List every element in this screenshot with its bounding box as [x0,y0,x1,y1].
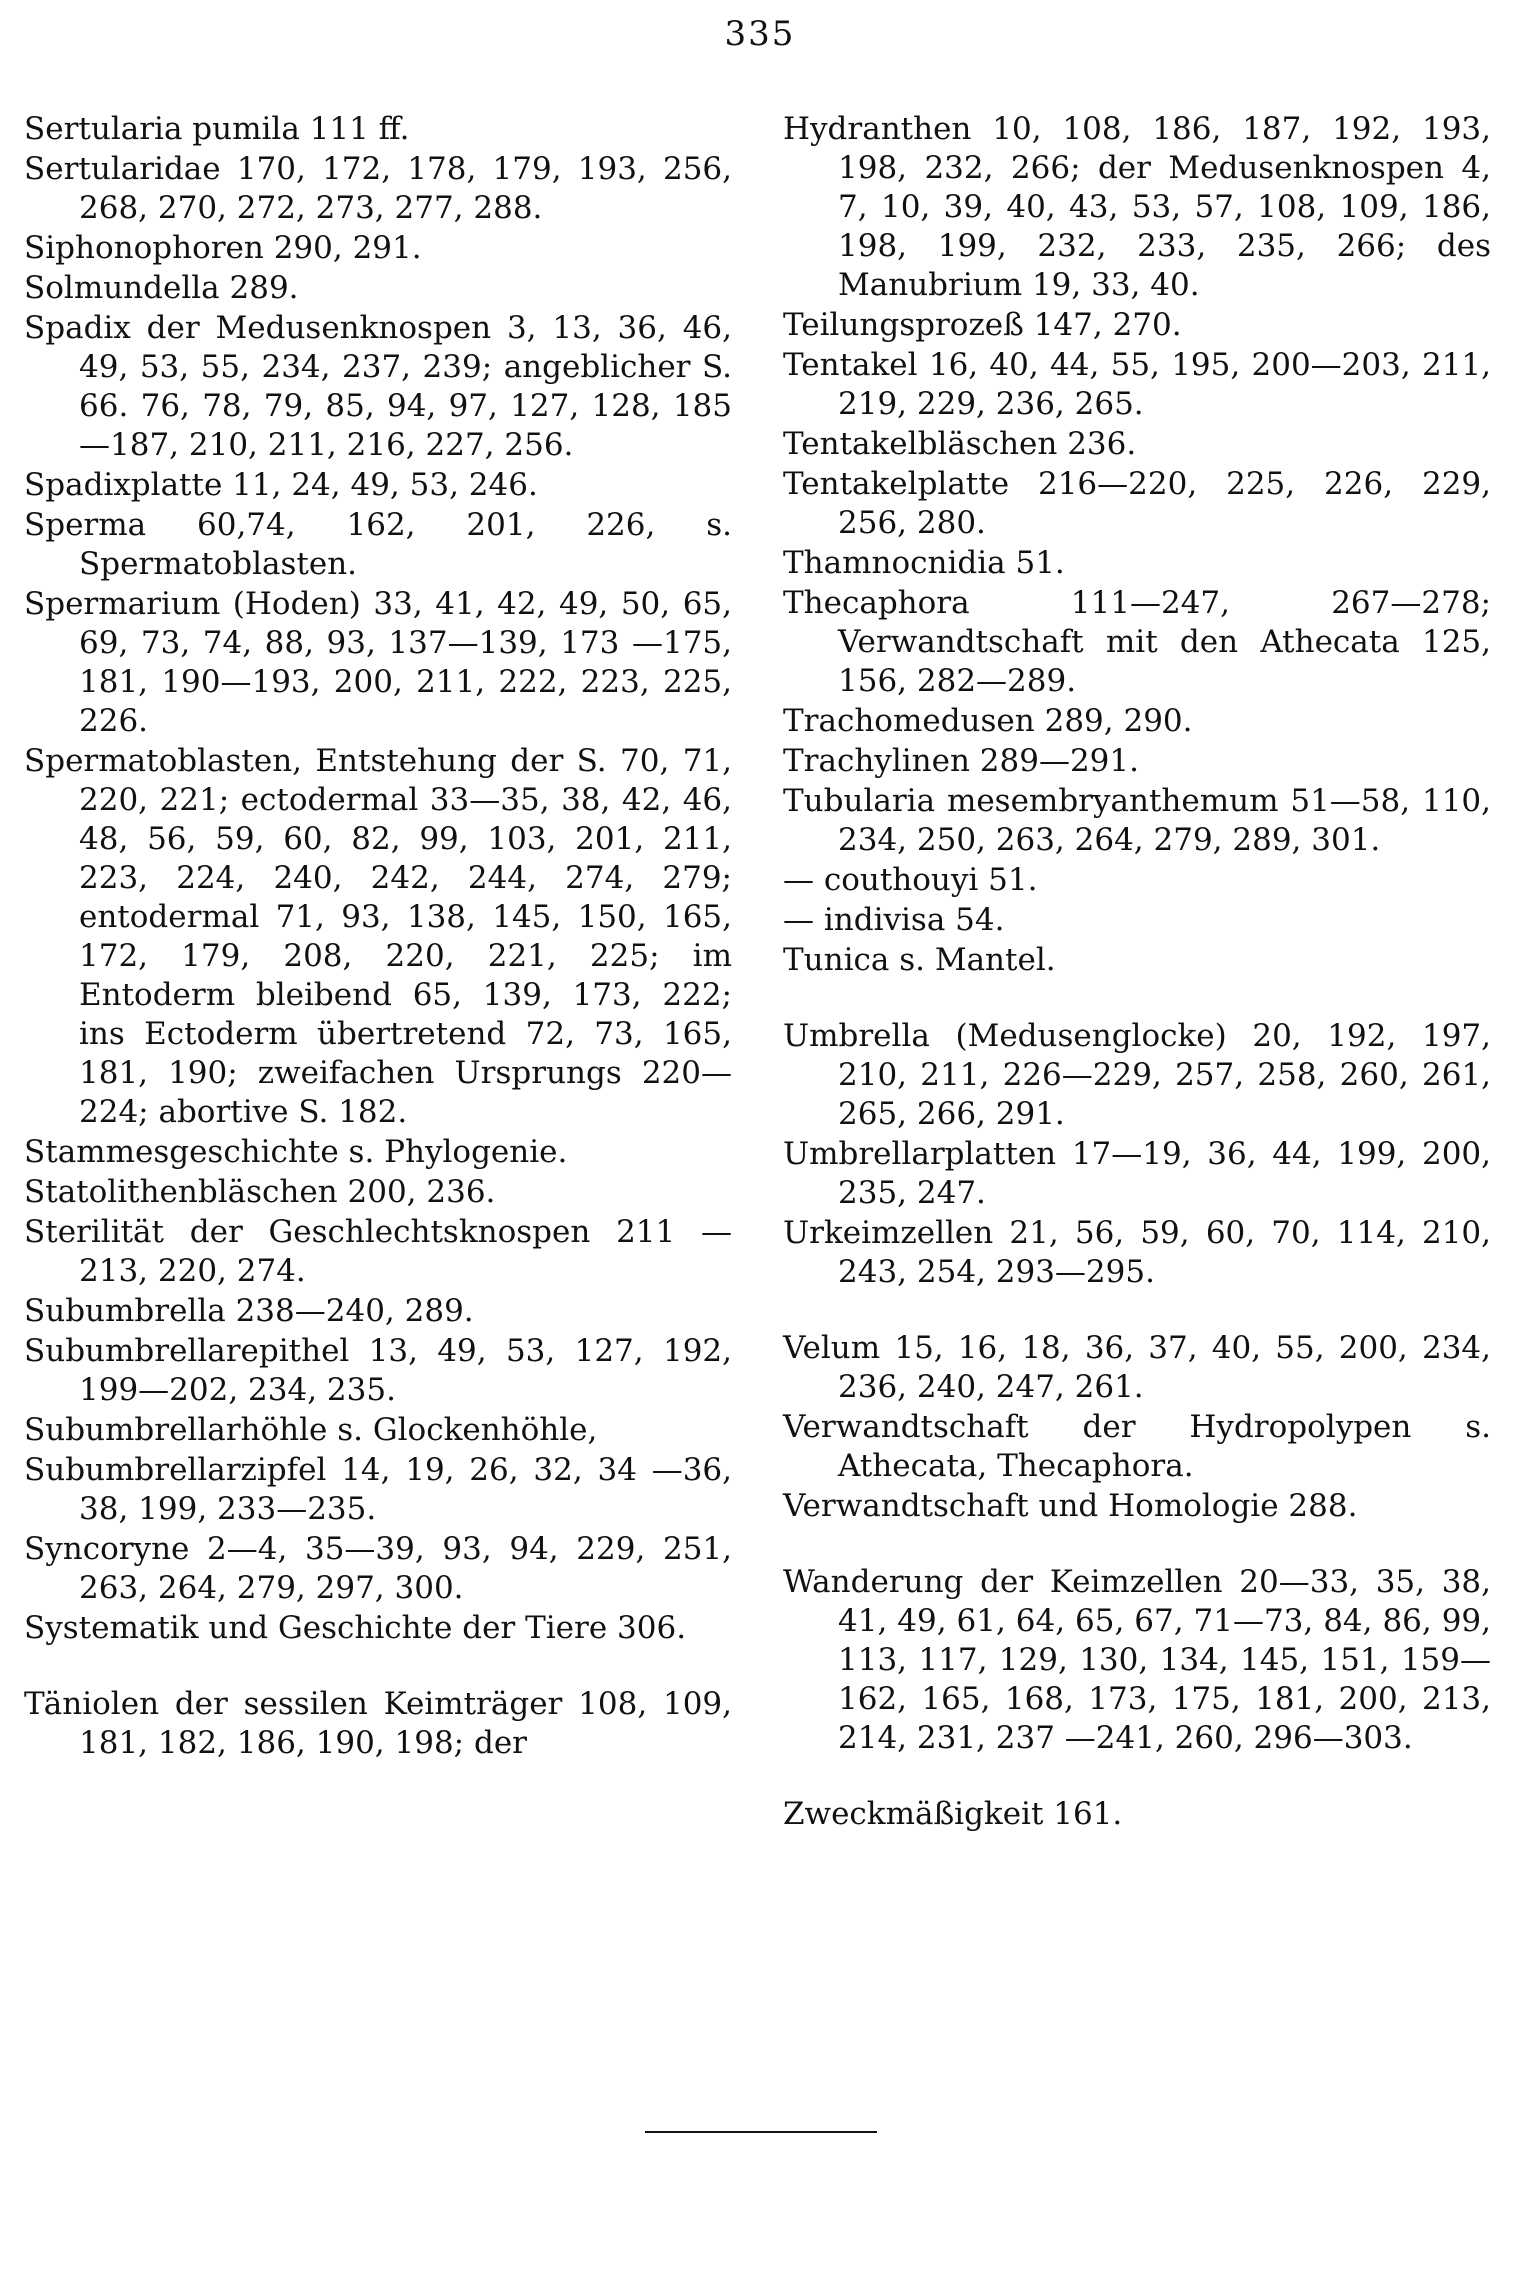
index-entry: Sertularidae 170, 172, 178, 179, 193, 256, 268, 270, 272, 273, 277, 288. [24,151,732,226]
index-entry: Sperma 60,74, 162, 201, 226, s. Spermatoblasten. [24,507,732,582]
index-entry: Spadix der Medusenknospen 3, 13, 36, 46, 49, 53, 55, 234, 237, 239; angeblicher S. 66. 76, 78, 79, 85, 94, 97, 127, 128, 185—187, 210, 211, 216, 227, 256. [24,310,732,463]
index-entry: Teilungsprozeß 147, 270. [783,307,1182,343]
index-entry: Subumbrella 238—240, 289. [24,1293,474,1329]
index-entry: Velum 15, 16, 18, 36, 37, 40, 55, 200, 234, 236, 240, 247, 261. [783,1330,1491,1405]
index-entry: Verwandtschaft und Homologie 288. [783,1488,1358,1524]
index-entry: — indivisa 54. [783,902,1005,938]
page-number: 335 [724,14,796,54]
index-entry: Umbrella (Medusenglocke) 20, 192, 197, 210, 211, 226—229, 257, 258, 260, 261, 265, 266, 291. [783,1018,1491,1132]
index-entry: Spadixplatte 11, 24, 49, 53, 246. [24,467,538,503]
index-entry: Subumbrellarzipfel 14, 19, 26, 32, 34 —36, 38, 199, 233—235. [24,1452,732,1527]
index-entry: Syncoryne 2—4, 35—39, 93, 94, 229, 251, 263, 264, 279, 297, 300. [24,1531,732,1606]
index-entry: Wanderung der Keimzellen 20—33, 35, 38, 41, 49, 61, 64, 65, 67, 71—73, 84, 86, 99, 113, 117, 129, 130, 134, 145, 151, 159—162, 165, 168, 173, 175, 181, 200, 213, 214, 231, 237 —241, 260, 296—303. [783,1564,1491,1756]
index-entry: Tentakelplatte 216—220, 225, 226, 229, 256, 280. [783,466,1491,541]
index-entry: Urkeimzellen 21, 56, 59, 60, 70, 114, 210, 243, 254, 293—295. [783,1215,1491,1290]
index-entry: Solmundella 289. [24,270,299,306]
index-column-right [783,110,1491,1835]
index-entry: Spermarium (Hoden) 33, 41, 42, 49, 50, 65, 69, 73, 74, 88, 93, 137—139, 173 —175, 181, 190—193, 200, 211, 222, 223, 225, 226. [24,586,732,739]
index-entry: Tunica s. Mantel. [783,942,1056,978]
index-entry: Thamnocnidia 51. [783,545,1065,581]
index-entry: Tubularia mesembryanthemum 51—58, 110, 234, 250, 263, 264, 279, 289, 301. [783,783,1491,858]
index-entry: Tentakelbläschen 236. [783,426,1137,462]
index-entry: Zweckmäßigkeit 161. [783,1796,1123,1832]
index-entry: Subumbrellarepithel 13, 49, 53, 127, 192, 199—202, 234, 235. [24,1333,732,1408]
index-entry: Sterilität der Geschlechtsknospen 211 —213, 220, 274. [24,1214,732,1289]
index-entry: Umbrellarplatten 17—19, 36, 44, 199, 200, 235, 247. [783,1136,1491,1211]
index-column-left [24,110,732,1764]
index-entry: Trachomedusen 289, 290. [783,703,1193,739]
index-entry: Hydranthen 10, 108, 186, 187, 192, 193, 198, 232, 266; der Medusenknospen 4, 7, 10, 39, 40, 43, 53, 57, 108, 109, 186, 198, 199, 232, 233, 235, 266; des Manubrium 19, 33, 40. [783,111,1491,303]
index-entry: Stammesgeschichte s. Phylogenie. [24,1134,568,1170]
index-entry: Thecaphora 111—247, 267—278; Verwandtschaft mit den Athecata 125, 156, 282—289. [783,585,1491,699]
index-entry: Sertularia pumila 111 ff. [24,111,410,147]
index-entry: Trachylinen 289—291. [783,743,1139,779]
index-entry: — couthouyi 51. [783,862,1038,898]
index-entry: Spermatoblasten, Entstehung der S. 70, 71, 220, 221; ectodermal 33—35, 38, 42, 46, 48, 56, 59, 60, 82, 99, 103, 201, 211, 223, 224, 240, 242, 244, 274, 279; entodermal 71, 93, 138, 145, 150, 165, 172, 179, 208, 220, 221, 225; im Entoderm bleibend 65, 139, 173, 222; ins Ectoderm übertretend 72, 73, 165, 181, 190; zweifachen Ursprungs 220—224; abortive S. 182. [24,743,732,1130]
index-entry: Verwandtschaft der Hydropolypen s. Athecata, Thecaphora. [783,1409,1491,1484]
index-entry: Tentakel 16, 40, 44, 55, 195, 200—203, 211, 219, 229, 236, 265. [783,347,1491,422]
footer-rule [645,2131,877,2133]
index-entry: Statolithenbläschen 200, 236. [24,1174,496,1210]
index-entry: Subumbrellarhöhle s. Glockenhöhle, [24,1412,598,1448]
index-entry: Systematik und Geschichte der Tiere 306. [24,1610,687,1646]
index-entry: Täniolen der sessilen Keimträger 108, 109, 181, 182, 186, 190, 198; der [24,1686,732,1761]
index-entry: Siphonophoren 290, 291. [24,230,422,266]
